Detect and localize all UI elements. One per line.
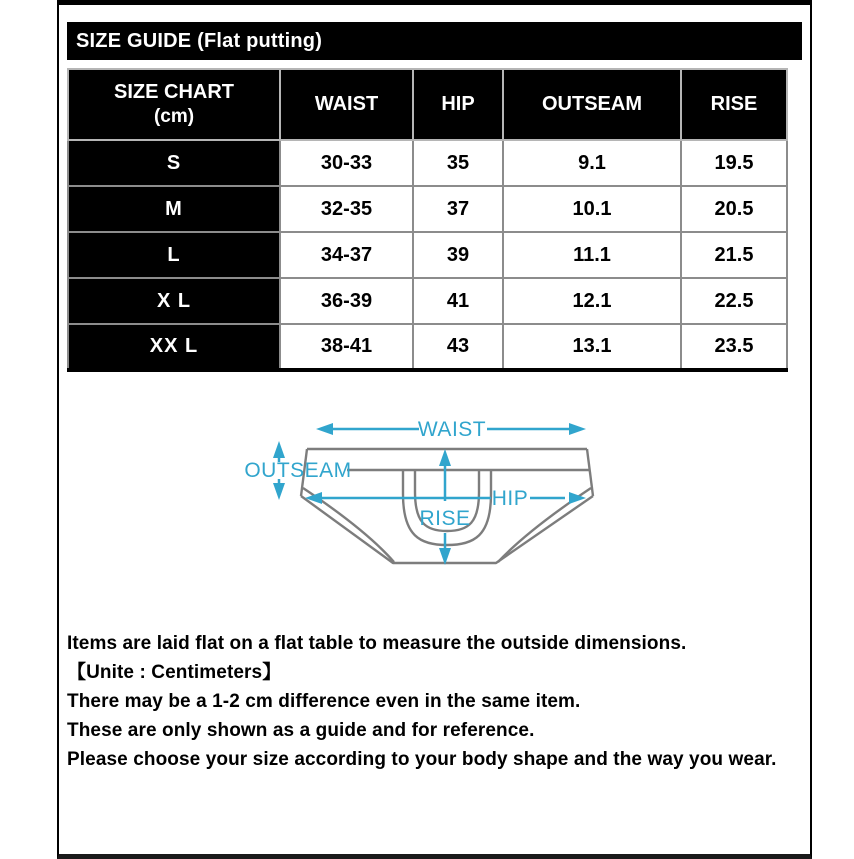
hip-cell: 39 xyxy=(413,232,503,278)
rise-arrow xyxy=(419,449,470,565)
col-header-hip: HIP xyxy=(413,69,503,140)
note-line: 【Unite : Centimeters】 xyxy=(67,662,282,683)
table-row-s xyxy=(68,140,787,186)
outseam-cell: 11.1 xyxy=(503,232,681,278)
outseam-cell: 9.1 xyxy=(503,140,681,186)
rise-arrowhead-up-icon xyxy=(439,449,451,466)
waist-cell: 38-41 xyxy=(280,324,413,370)
outseam-cell: 12.1 xyxy=(503,278,681,324)
waist-cell: 32-35 xyxy=(280,186,413,232)
outseam-cell: 13.1 xyxy=(503,324,681,370)
waist-arrowhead-right-icon xyxy=(569,423,586,435)
waist-cell: 30-33 xyxy=(280,140,413,186)
waist-cell: 36-39 xyxy=(280,278,413,324)
hip-label: HIP xyxy=(491,487,529,510)
rise-label: RISE xyxy=(419,507,471,530)
hip-cell: 35 xyxy=(413,140,503,186)
size-cell: L xyxy=(68,232,280,278)
waist-arrowhead-left-icon xyxy=(316,423,333,435)
outseam-label: OUTSEAM xyxy=(244,459,352,482)
rise-cell: 23.5 xyxy=(681,324,787,370)
hip-cell: 41 xyxy=(413,278,503,324)
col-header-rise: RISE xyxy=(681,69,787,140)
col-header-waist: WAIST xyxy=(280,69,413,140)
briefs-diagram-svg xyxy=(67,372,786,624)
col-header-size-chart xyxy=(68,69,280,140)
note-line: Items are laid flat on a flat table to measure the outside dimensions. xyxy=(67,633,687,654)
rise-cell: 19.5 xyxy=(681,140,787,186)
table-row-xl xyxy=(68,278,787,324)
size-cell: M xyxy=(68,186,280,232)
outseam-arrowhead-down-icon xyxy=(273,483,285,500)
col-header-outseam: OUTSEAM xyxy=(503,69,681,140)
waist-label: WAIST xyxy=(417,418,487,441)
measurement-diagram xyxy=(67,372,786,624)
size-chart-label-line2: (cm) xyxy=(153,106,195,127)
size-chart-table xyxy=(67,68,788,372)
page-title: SIZE GUIDE (Flat putting) xyxy=(67,22,802,60)
table-row-l xyxy=(68,232,787,278)
size-guide-sheet xyxy=(57,0,812,859)
size-cell: X L xyxy=(68,278,280,324)
size-cell: S xyxy=(68,140,280,186)
note-line: There may be a 1-2 cm difference even in the same item. xyxy=(67,691,581,712)
note-line: These are only shown as a guide and for reference. xyxy=(67,720,535,741)
note-line: Please choose your size according to your body shape and the way you wear. xyxy=(67,749,777,770)
rise-cell: 20.5 xyxy=(681,186,787,232)
waist-cell: 34-37 xyxy=(280,232,413,278)
hip-cell: 43 xyxy=(413,324,503,370)
rise-cell: 22.5 xyxy=(681,278,787,324)
table-row-m xyxy=(68,186,787,232)
hip-cell: 37 xyxy=(413,186,503,232)
size-cell: XX L xyxy=(68,324,280,370)
waist-arrow xyxy=(316,418,586,441)
table-header-row xyxy=(68,69,787,140)
rise-cell: 21.5 xyxy=(681,232,787,278)
table-row-xxl xyxy=(68,324,787,370)
measurement-notes xyxy=(67,629,786,774)
outseam-arrowhead-up-icon xyxy=(273,441,285,458)
outseam-cell: 10.1 xyxy=(503,186,681,232)
size-chart-label-line1: SIZE CHART xyxy=(114,81,234,103)
